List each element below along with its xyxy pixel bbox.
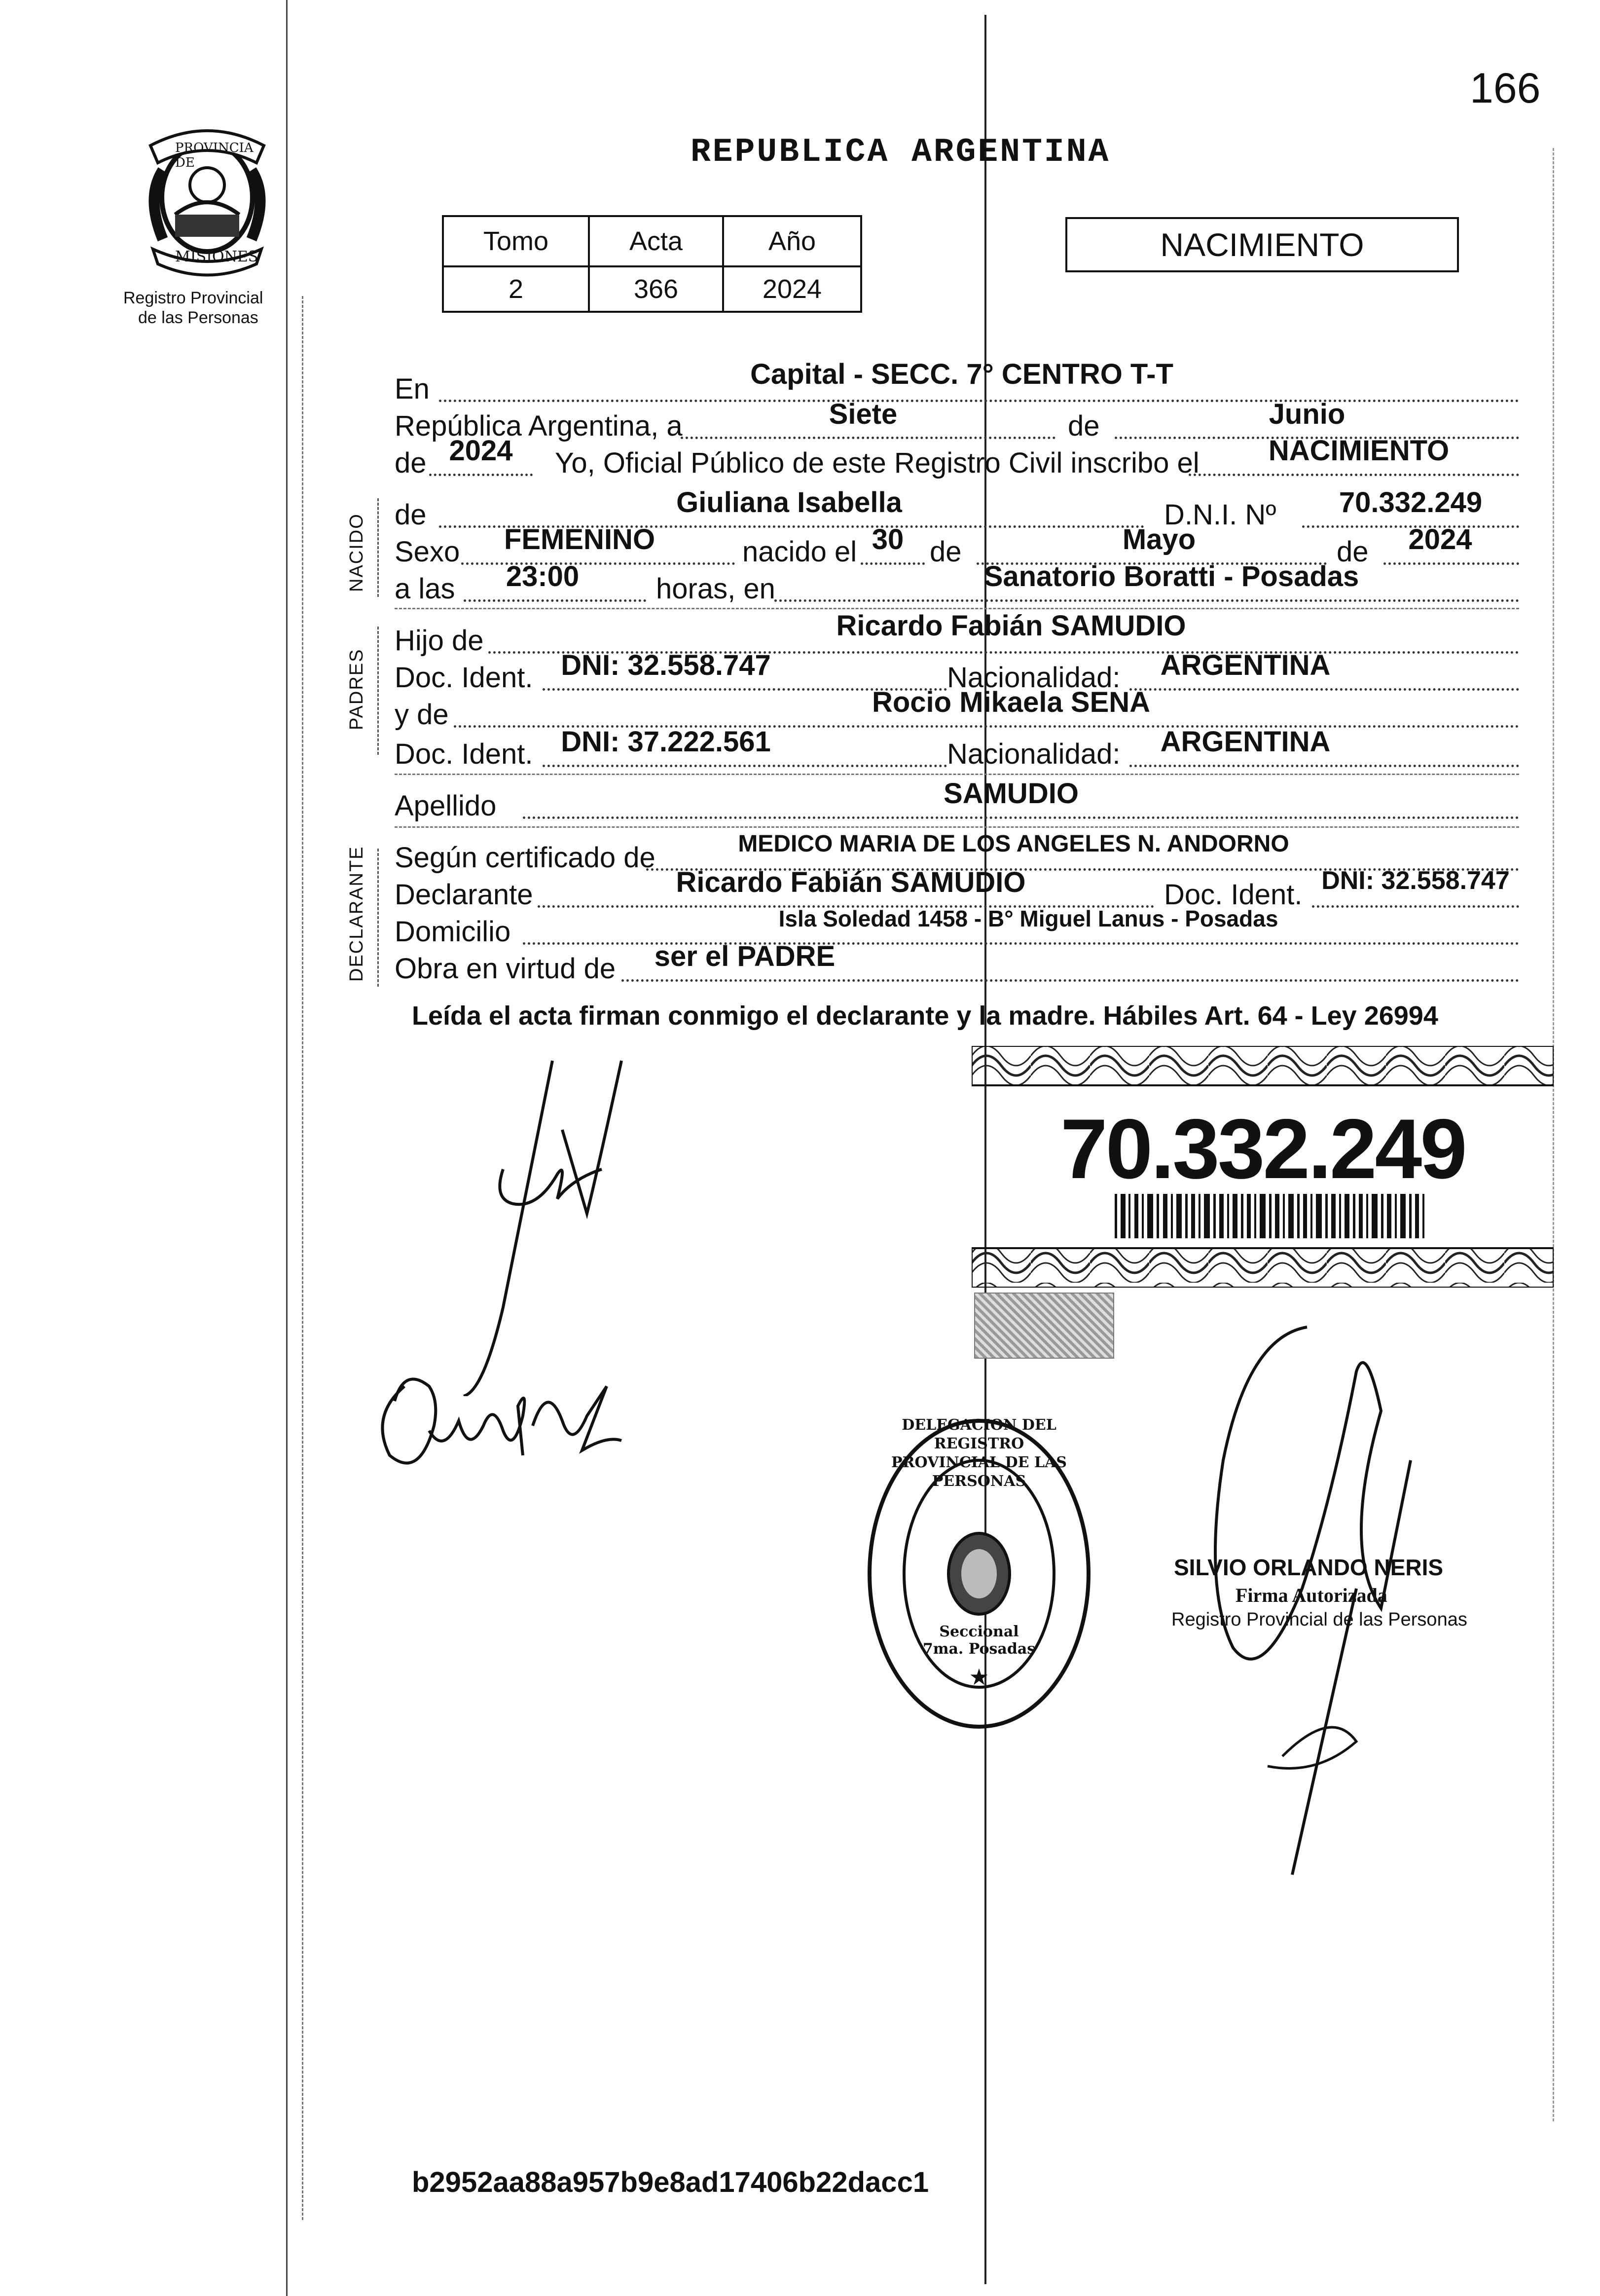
side-label-declarante: DECLARANTE xyxy=(346,846,367,982)
official-role: Firma Autorizada xyxy=(1236,1584,1387,1606)
dots-obra xyxy=(621,979,1519,982)
label-horas-en: horas, en xyxy=(656,573,775,605)
record-table xyxy=(442,215,862,313)
page-number: 166 xyxy=(1470,65,1541,112)
value-padre-nac: ARGENTINA xyxy=(1160,649,1331,681)
label-de-mes: de xyxy=(1068,410,1100,442)
label-de-dia: de xyxy=(930,536,962,568)
document-title: REPUBLICA ARGENTINA xyxy=(691,133,1111,171)
registry-name-line2: de las Personas xyxy=(138,308,258,327)
table-cell-anio: 2024 xyxy=(723,266,861,312)
value-lugar-nac: Sanatorio Boratti - Posadas xyxy=(983,560,1359,593)
dots-dia xyxy=(681,437,1055,439)
label-nacionalidad-madre: Nacionalidad: xyxy=(947,738,1121,770)
label-domicilio: Domicilio xyxy=(395,916,511,948)
label-yo-oficial: Yo, Oficial Público de este Registro Civil inscribo el xyxy=(555,447,1200,479)
label-dni: D.N.I. Nº xyxy=(1164,499,1276,531)
dots-lugar-nac xyxy=(774,599,1519,602)
value-nombre: Giuliana Isabella xyxy=(676,486,902,518)
label-declarante: Declarante xyxy=(395,879,533,911)
dots-madre-nac xyxy=(1129,765,1519,767)
stamp-ring-text: DELEGACION DEL REGISTRO PROVINCIAL DE LAS PERSONAS xyxy=(891,1416,1067,1490)
side-bracket-declarante xyxy=(377,849,379,987)
label-doc-ident-declarante: Doc. Ident. xyxy=(1164,879,1303,911)
far-left-dash xyxy=(302,296,303,2220)
signature-madre xyxy=(375,1357,631,1485)
document-hash: b2952aa88a957b9e8ad17406b22dacc1 xyxy=(412,2166,929,2198)
act-type: NACIMIENTO xyxy=(1160,226,1364,263)
official-office: Registro Provincial de las Personas xyxy=(1171,1609,1467,1630)
value-mes-nac: Mayo xyxy=(1122,523,1196,555)
label-nacionalidad-padre: Nacionalidad: xyxy=(947,662,1121,694)
value-padre: Ricardo Fabián SAMUDIO xyxy=(836,610,1186,642)
label-de-nombre: de xyxy=(395,499,427,531)
value-domicilio: Isla Soledad 1458 - B° Miguel Lanus - Posadas xyxy=(778,906,1278,931)
dots-apellido xyxy=(523,816,1519,819)
dots-padre-nac xyxy=(1129,688,1519,691)
dots-hora xyxy=(464,599,646,602)
province-logo xyxy=(141,116,274,279)
value-padre-doc: DNI: 32.558.747 xyxy=(561,649,771,681)
signature-declarante xyxy=(444,1051,651,1396)
value-madre-doc: DNI: 37.222.561 xyxy=(561,726,771,758)
logo-text-top: PROVINCIA DE xyxy=(175,141,254,170)
label-nacido-el: nacido el xyxy=(742,536,857,568)
value-madre-nac: ARGENTINA xyxy=(1160,726,1331,758)
dots-acto xyxy=(1189,474,1519,476)
label-apellido: Apellido xyxy=(395,790,497,822)
label-obra-en-virtud: Obra en virtud de xyxy=(395,953,616,985)
label-doc-ident-padre: Doc. Ident. xyxy=(395,662,533,694)
label-y-de: y de xyxy=(395,699,449,731)
value-anio: 2024 xyxy=(449,435,513,467)
label-segun-certificado: Según certificado de xyxy=(395,842,655,874)
value-madre: Rocio Mikaela SENA xyxy=(872,686,1151,718)
official-name: SILVIO ORLANDO NERIS xyxy=(1174,1555,1444,1580)
dots-declarante-doc xyxy=(1312,905,1519,908)
closing-note: Leída el acta firman conmigo el declarante y la madre. Hábiles Art. 64 - Ley 26994 xyxy=(412,1001,1438,1031)
side-bracket-nacido xyxy=(377,498,379,597)
label-a-las: a las xyxy=(395,573,455,605)
dots-madre-doc xyxy=(543,765,947,767)
value-hora: 23:00 xyxy=(506,560,580,593)
table-header-anio: Año xyxy=(723,216,861,266)
label-republica: República Argentina, a xyxy=(395,410,683,442)
label-sexo: Sexo xyxy=(395,536,460,568)
value-obra-en-virtud: ser el PADRE xyxy=(654,940,836,972)
label-en: En xyxy=(395,373,430,405)
table-cell-tomo: 2 xyxy=(443,266,589,312)
value-certificado: MEDICO MARIA DE LOS ANGELES N. ANDORNO xyxy=(738,831,1289,857)
label-de-anio: de xyxy=(395,447,427,479)
left-margin-line xyxy=(286,0,288,2296)
value-dia-nac: 30 xyxy=(872,523,904,555)
value-apellido: SAMUDIO xyxy=(944,778,1079,810)
dots-dia-nac xyxy=(861,562,925,565)
value-anio-nac: 2024 xyxy=(1408,523,1472,555)
section-divider-2 xyxy=(395,774,1519,775)
dots-anio xyxy=(429,474,533,476)
side-bracket-padres xyxy=(377,627,379,755)
value-declarante-doc: DNI: 32.558.747 xyxy=(1321,866,1510,895)
registry-name-line1: Registro Provincial xyxy=(123,289,263,307)
hologram-patch xyxy=(974,1293,1114,1359)
section-divider-3 xyxy=(395,826,1519,828)
table-header-acta: Acta xyxy=(589,216,723,266)
label-hijo-de: Hijo de xyxy=(395,625,484,657)
side-label-nacido: NACIDO xyxy=(346,513,367,592)
value-dni: 70.332.249 xyxy=(1339,486,1483,518)
dni-security-label xyxy=(972,1046,1554,1288)
stamp-inner-text: Seccional 7ma. Posadas xyxy=(922,1623,1036,1658)
logo-text-bottom: MISIONES xyxy=(175,248,258,265)
table-cell-acta: 366 xyxy=(589,266,723,312)
act-type-box xyxy=(1065,217,1459,272)
value-acto: NACIMIENTO xyxy=(1268,435,1450,467)
value-lugar: Capital - SECC. 7° CENTRO T-T xyxy=(750,358,1173,390)
value-mes: Junio xyxy=(1269,398,1345,430)
value-dia-letra: Siete xyxy=(829,398,898,430)
label-de-anio2: de xyxy=(1337,536,1369,568)
table-header-tomo: Tomo xyxy=(443,216,589,266)
svg-text:★: ★ xyxy=(969,1664,989,1690)
value-declarante: Ricardo Fabián SAMUDIO xyxy=(676,866,1026,898)
value-sexo: FEMENINO xyxy=(504,523,655,555)
side-label-padres: PADRES xyxy=(346,648,367,730)
label-doc-ident-madre: Doc. Ident. xyxy=(395,738,533,770)
dni-label-number: 70.332.249 xyxy=(1060,1102,1465,1196)
